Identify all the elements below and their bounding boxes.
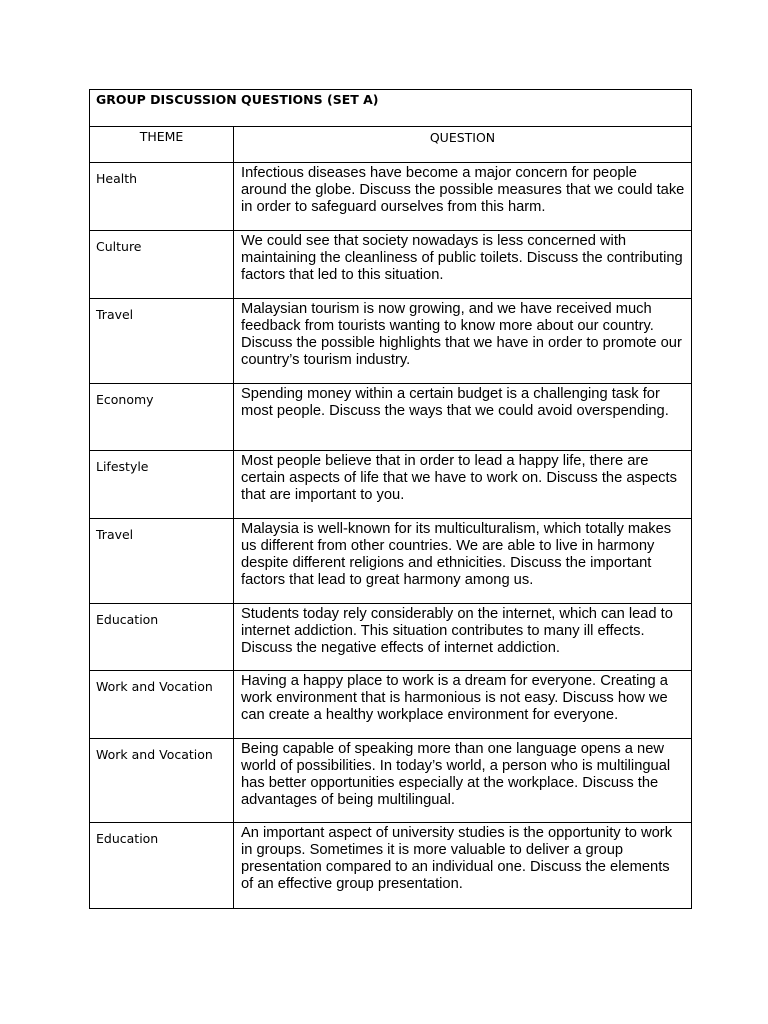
table-row <box>90 384 692 451</box>
theme-cell: Health <box>90 163 234 230</box>
theme-cell: Work and Vocation <box>90 739 234 822</box>
theme-cell: Travel <box>90 299 234 383</box>
theme-cell: Culture <box>90 231 234 298</box>
question-cell: We could see that society nowadays is less concerned with maintaining the cleanliness of public toilets. Discuss the contributing factors that led to this situation. <box>234 231 692 298</box>
theme-column-header: THEME <box>90 127 234 162</box>
theme-cell: Lifestyle <box>90 451 234 518</box>
table-row <box>90 739 692 823</box>
question-cell: Infectious diseases have become a major concern for people around the globe. Discuss the possible measures that we could take in order to safeguard ourselves from this harm. <box>234 163 692 230</box>
question-column-header: QUESTION <box>234 127 692 162</box>
question-cell: Being capable of speaking more than one language opens a new world of possibilities. In today’s world, a person who is multilingual has better opportunities especially at the workplace. Discuss the advantages of being multilingual. <box>234 739 692 822</box>
table-row <box>90 671 692 739</box>
table-row <box>90 299 692 384</box>
table-row <box>90 823 692 909</box>
theme-cell: Work and Vocation <box>90 671 234 738</box>
question-cell: Spending money within a certain budget is a challenging task for most people. Discuss the ways that we could avoid overspending. <box>234 384 692 450</box>
theme-cell: Education <box>90 604 234 670</box>
table-row <box>90 231 692 299</box>
question-cell: Having a happy place to work is a dream for everyone. Creating a work environment that is harmonious is not easy. Discuss how we can create a healthy workplace environment for everyone. <box>234 671 692 738</box>
question-cell: Malaysia is well-known for its multiculturalism, which totally makes us different from other countries. We are able to live in harmony despite different religions and ethnicities. Discuss the important factors that lead to great harmony among us. <box>234 519 692 603</box>
table-row <box>90 519 692 604</box>
question-cell: Most people believe that in order to lead a happy life, there are certain aspects of life that we have to work on. Discuss the aspects that are important to you. <box>234 451 692 518</box>
theme-cell: Travel <box>90 519 234 603</box>
question-cell: Students today rely considerably on the internet, which can lead to internet addiction. This situation contributes to many ill effects. Discuss the negative effects of internet addiction. <box>234 604 692 670</box>
theme-cell: Economy <box>90 384 234 450</box>
table-title: GROUP DISCUSSION QUESTIONS (SET A) <box>90 90 692 127</box>
table-row <box>90 451 692 519</box>
table-row <box>90 163 692 231</box>
theme-cell: Education <box>90 823 234 908</box>
question-cell: Malaysian tourism is now growing, and we have received much feedback from tourists wanting to know more about our country. Discuss the possible highlights that we have in order to promote our country’s tourism industry. <box>234 299 692 383</box>
question-cell: An important aspect of university studies is the opportunity to work in groups. Sometimes it is more valuable to deliver a group presentation compared to an individual one. Discuss the elements of an effective group presentation. <box>234 823 692 908</box>
discussion-questions-table <box>89 89 692 909</box>
table-row <box>90 604 692 671</box>
table-header-row <box>90 127 692 163</box>
